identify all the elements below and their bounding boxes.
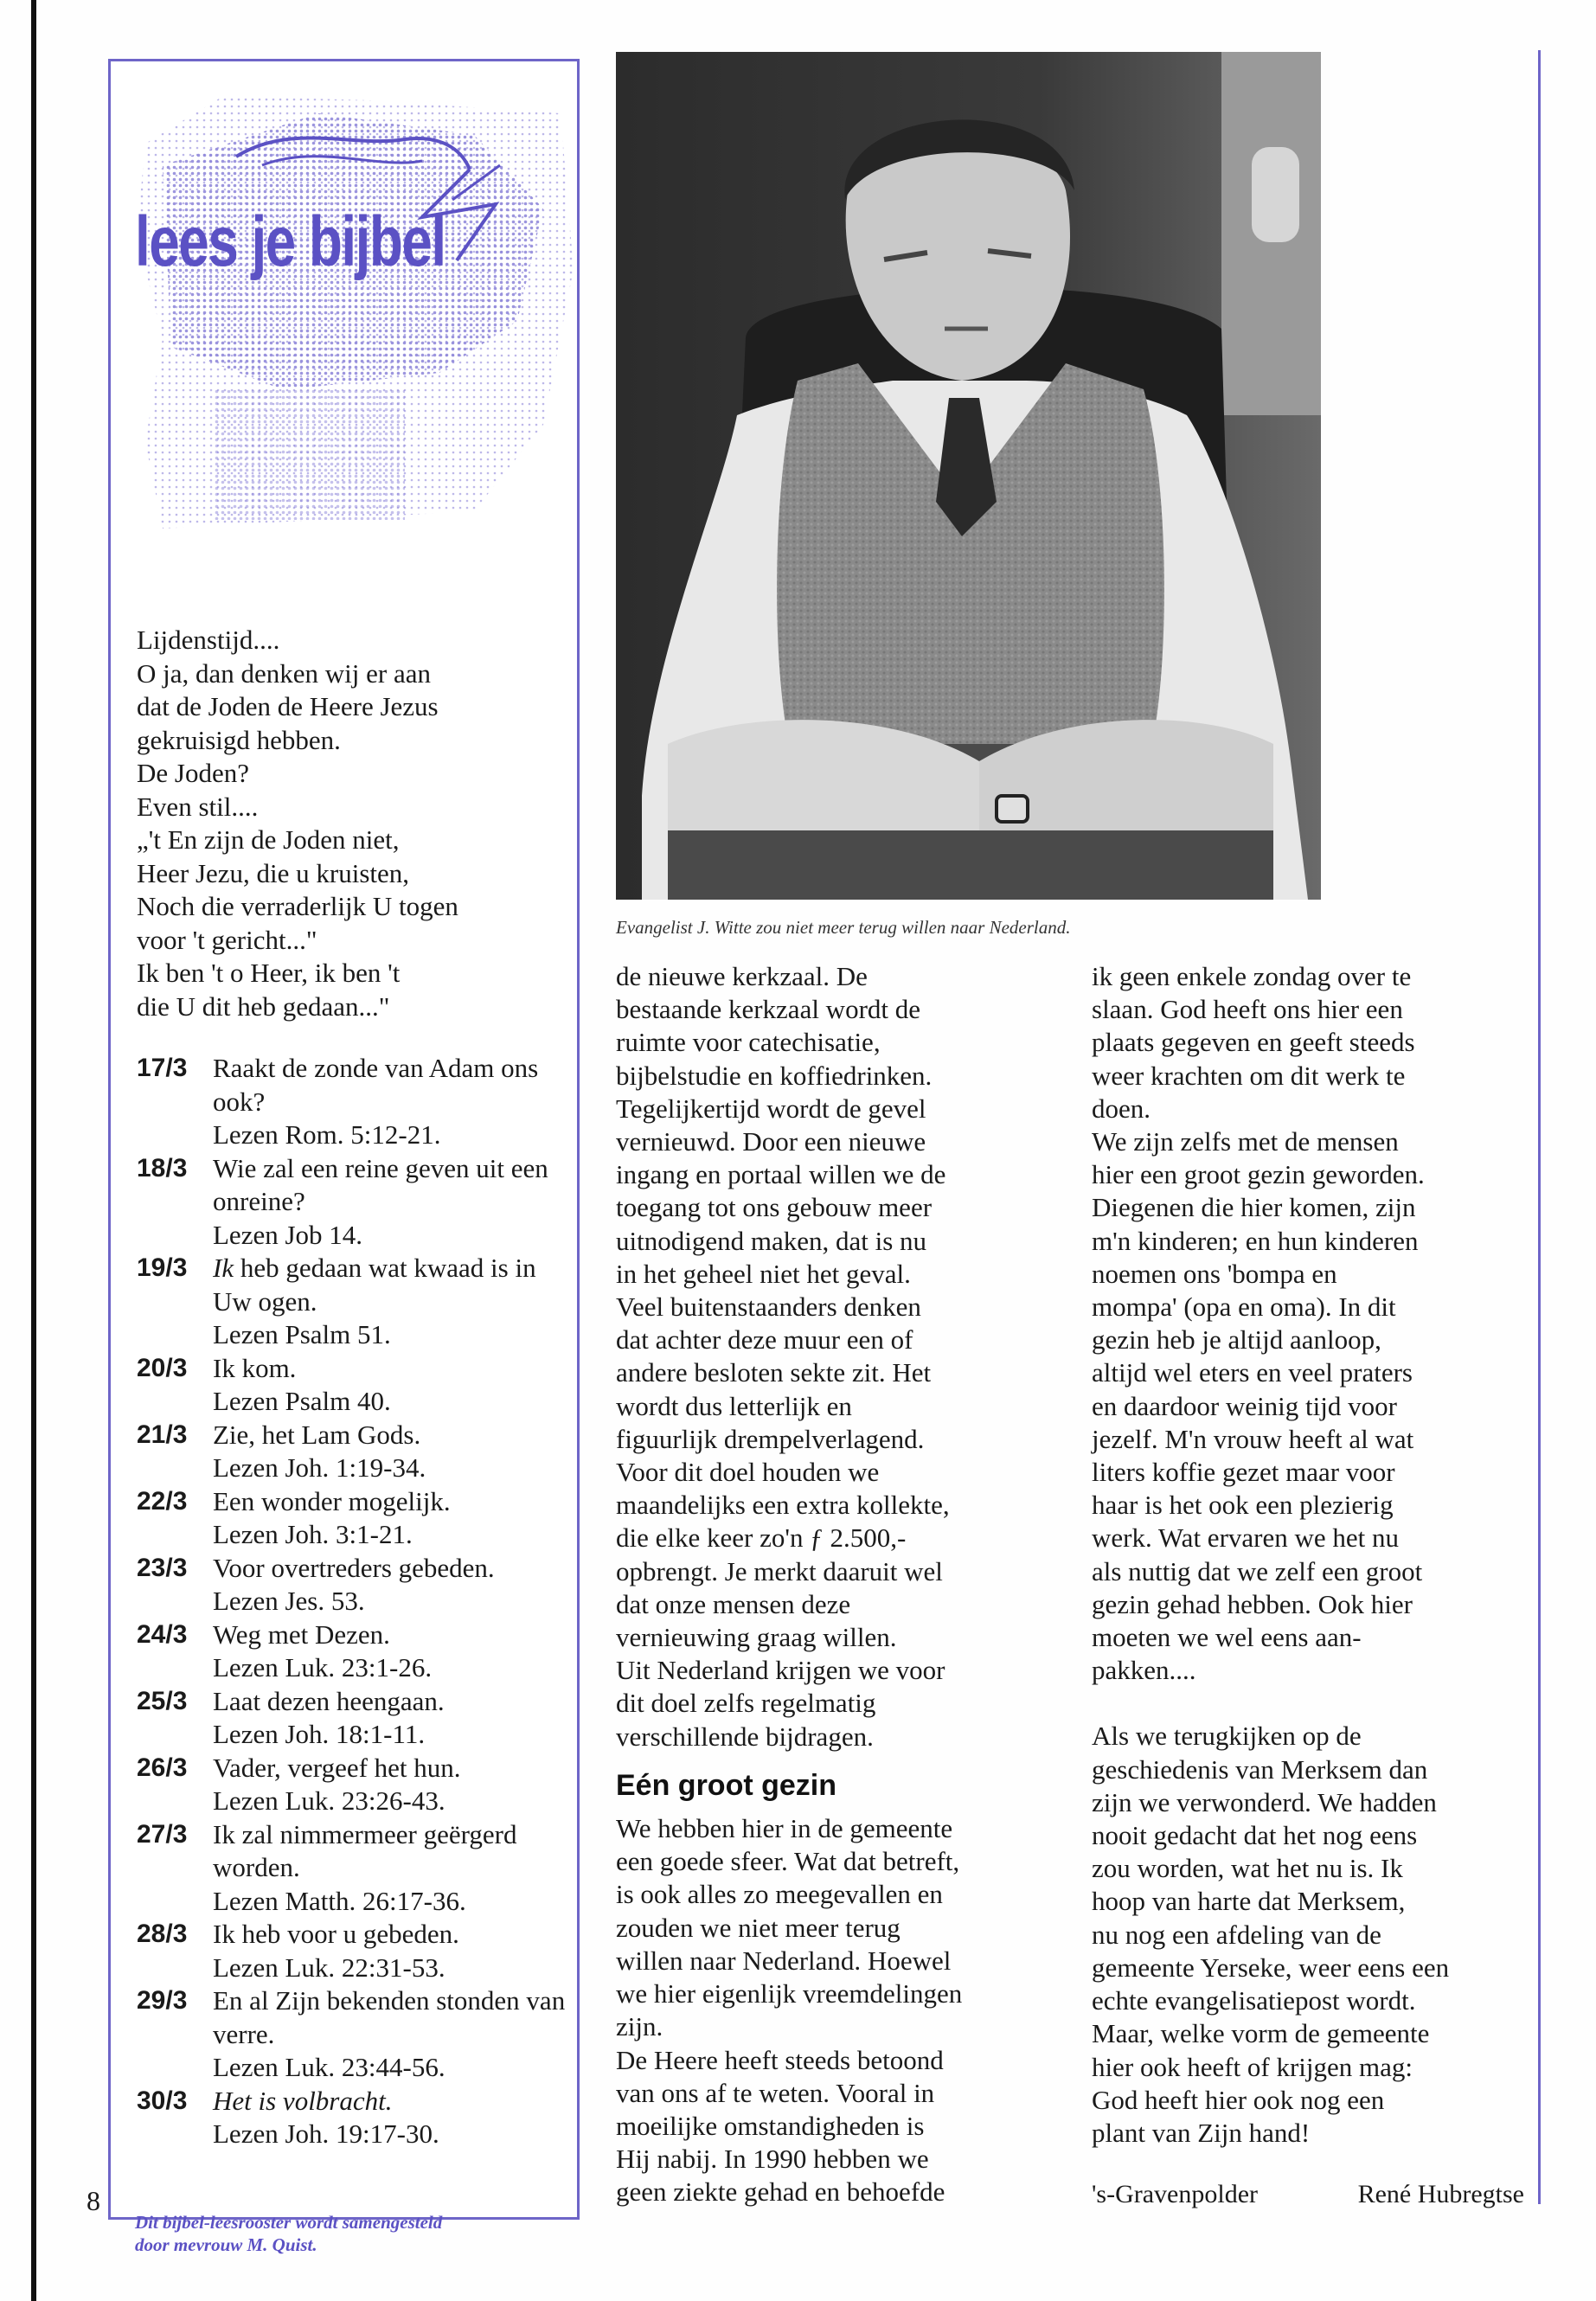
text-line: moeilijke omstandigheden is: [616, 2110, 925, 2141]
reading-title: Ik kom.: [213, 1352, 297, 1383]
reading-item: [137, 1252, 578, 1352]
text-line: zijn.: [616, 2011, 663, 2042]
text-line: die elke keer zo'n ƒ 2.500,-: [616, 1522, 907, 1554]
text-line: Maar, welke vorm de gemeente: [1092, 2018, 1430, 2049]
evangelist-portrait-photo: [616, 52, 1321, 900]
text-line: haar is het ook een plezierig: [1092, 1490, 1394, 1521]
reading-ref: Lezen Luk. 22:31-53.: [213, 1952, 445, 1983]
intro-line: Lijdenstijd....: [137, 625, 280, 655]
text-line: gezin gehad hebben. Ook hier: [1092, 1588, 1413, 1619]
intro-line: „'t En zijn de Joden niet,: [137, 824, 400, 855]
text-line: zijn we verwonderd. We hadden: [1092, 1786, 1437, 1817]
reading-item: [137, 1618, 578, 1685]
text-line: nu nog een afdeling van de: [1092, 1919, 1381, 1950]
intro-line: O ja, dan denken wij er aan: [137, 657, 432, 689]
reading-date: 22/3: [137, 1486, 188, 1516]
credit-line: Dit bijbel-leesrooster wordt samengesteld: [135, 2212, 443, 2233]
text-line: Voor dit doel houden we: [616, 1457, 880, 1488]
reading-title: Vader, vergeef het hun.: [213, 1752, 461, 1783]
text-line: zouden we niet meer terug: [616, 1912, 901, 1943]
text-line: zou worden, wat het nu is. Ik: [1092, 1853, 1403, 1884]
reading-date: 20/3: [137, 1353, 188, 1382]
text-line: m'n kinderen; en hun kinderen: [1092, 1225, 1419, 1256]
text-line: moeten we wel eens aan-: [1092, 1622, 1362, 1653]
text-line: toegang tot ons gebouw meer: [616, 1192, 933, 1223]
reading-item: [137, 1352, 578, 1419]
text-line: Als we terugkijken op de: [1092, 1721, 1362, 1752]
text-line: hier een groot gezin geworden.: [1092, 1159, 1425, 1190]
text-line: andere besloten sekte zit. Het: [616, 1357, 932, 1388]
reading-title-emphasis: Ik: [213, 1253, 234, 1283]
text-line: we hier eigenlijk vreemdelingen: [616, 1978, 963, 2009]
intro-line: De Joden?: [137, 758, 249, 788]
reading-date: 21/3: [137, 1420, 188, 1449]
reading-ref: Lezen Luk. 23:26-43.: [213, 1785, 445, 1816]
reading-title: Weg met Dezen.: [213, 1618, 390, 1650]
banner-title: lees je bijbel: [135, 202, 445, 281]
text-line: liters koffie gezet maar voor: [1092, 1457, 1395, 1488]
reading-schedule: [137, 1052, 578, 2151]
text-line: bijbelstudie en koffiedrinken.: [616, 1060, 933, 1091]
reading-item: [137, 1485, 578, 1552]
text-line: De Heere heeft steeds betoond: [616, 2044, 944, 2075]
reading-ref: Lezen Matth. 26:17-36.: [213, 1885, 466, 1916]
reading-title: [213, 1252, 578, 1318]
section-heading: Eén groot gezin: [616, 1768, 836, 1802]
text-line: geschiedenis van Merksem dan: [1092, 1753, 1428, 1785]
reading-item: [137, 1052, 578, 1152]
credit-line: door mevrouw M. Quist.: [135, 2234, 317, 2255]
intro-line: Even stil....: [137, 791, 259, 822]
article-column-right: [1092, 960, 1524, 2150]
text-line: vernieuwd. Door een nieuwe: [616, 1126, 926, 1157]
intro-line: voor 't gericht...": [137, 924, 317, 955]
reading-item: [137, 2085, 578, 2151]
intro-line: dat de Joden de Heere Jezus: [137, 691, 439, 721]
text-line: opbrengt. Je merkt daaruit wel: [616, 1555, 943, 1586]
text-line: dat onze mensen deze: [616, 1588, 851, 1619]
text-line: maandelijks een extra kollekte,: [616, 1490, 950, 1521]
reading-date: 23/3: [137, 1553, 188, 1582]
reading-ref: Lezen Psalm 40.: [213, 1386, 391, 1416]
bible-reading-sidebar: [108, 59, 580, 2255]
text-line: altijd wel eters en veel praters: [1092, 1357, 1413, 1388]
reading-ref: Lezen Psalm 51.: [213, 1319, 391, 1349]
text-line: dit doel zelfs regelmatig: [616, 1688, 876, 1719]
text-line: We zijn zelfs met de mensen: [1092, 1126, 1399, 1157]
intro-line: Ik ben 't o Heer, ik ben 't: [137, 958, 401, 988]
text-line: verschillende bijdragen.: [616, 1721, 874, 1752]
reading-item: [137, 1552, 578, 1618]
reading-ref: Lezen Job 14.: [213, 1219, 363, 1250]
text-line: gemeente Yerseke, weer eens een: [1092, 1952, 1450, 1983]
reading-title: [213, 2085, 578, 2118]
text-line: dat achter deze muur een of: [616, 1324, 913, 1356]
page-number: 8: [87, 2185, 100, 2216]
text-line: jezelf. M'n vrouw heeft al wat: [1092, 1423, 1414, 1454]
reading-item: [137, 1685, 578, 1752]
reading-ref: Lezen Joh. 18:1-11.: [213, 1719, 426, 1749]
text-line: vernieuwing graag willen.: [616, 1622, 897, 1653]
signature-author: René Hubregtse: [1357, 2180, 1524, 2208]
reading-ref: Lezen Luk. 23:44-56.: [213, 2052, 445, 2082]
text-line: geen ziekte gehad en behoefde: [616, 2176, 945, 2208]
text-line: We hebben hier in de gemeente: [616, 1813, 953, 1844]
text-line: als nuttig dat we zelf een groot: [1092, 1555, 1423, 1586]
text-line: doen.: [1092, 1093, 1151, 1124]
text-line: wordt dus letterlijk en: [616, 1390, 852, 1421]
text-line: willen naar Nederland. Hoewel: [616, 1945, 952, 1976]
text-line: echte evangelisatiepost wordt.: [1092, 1985, 1416, 2016]
reading-date: 30/3: [137, 2086, 188, 2115]
reading-title: Raakt de zonde van Adam ons ook?: [213, 1053, 539, 1117]
reading-date: 29/3: [137, 1986, 188, 2015]
text-line: gezin heb je altijd aanloop,: [1092, 1324, 1381, 1356]
halftone-bible-illustration: [111, 61, 577, 529]
text-line: in het geheel niet het geval.: [616, 1258, 911, 1289]
reading-ref: Lezen Rom. 5:12-21.: [213, 1119, 441, 1150]
reading-title: Zie, het Lam Gods.: [213, 1419, 421, 1450]
reading-ref: Lezen Joh. 1:19-34.: [213, 1452, 426, 1483]
reading-ref: Lezen Joh. 19:17-30.: [213, 2118, 439, 2149]
reading-ref: Lezen Jes. 53.: [213, 1586, 365, 1616]
text-line: ingang en portaal willen we de: [616, 1159, 946, 1190]
intro-line: die U dit heb gedaan...": [137, 990, 390, 1022]
text-line: Uit Nederland krijgen we voor: [616, 1655, 945, 1686]
page-edge-left: [31, 0, 36, 2301]
reading-item: [137, 1918, 578, 1984]
reading-date: 28/3: [137, 1920, 188, 1948]
schedule-credit: [135, 2211, 567, 2256]
text-line: Diegenen die hier komen, zijn: [1092, 1192, 1416, 1223]
intro-line: Heer Jezu, die u kruisten,: [137, 857, 410, 888]
text-line: en daardoor weinig tijd voor: [1092, 1390, 1397, 1421]
text-line: slaan. God heeft ons hier een: [1092, 994, 1403, 1025]
text-line: ruimte voor catechisatie,: [616, 1027, 881, 1058]
text-line: ik geen enkele zondag over te: [1092, 961, 1412, 991]
reading-item: [137, 1752, 578, 1818]
reading-title: Laat dezen heengaan.: [213, 1685, 445, 1716]
text-line: plaats gegeven en geeft steeds: [1092, 1027, 1415, 1058]
reading-date: 18/3: [137, 1153, 188, 1183]
intro-poem: [137, 624, 569, 1023]
text-line: pakken....: [1092, 1655, 1196, 1686]
text-line: plant van Zijn hand!: [1092, 2117, 1311, 2148]
text-line: noemen ons 'bompa en: [1092, 1258, 1337, 1289]
reading-ref: Lezen Luk. 23:1-26.: [213, 1652, 433, 1682]
reading-item: [137, 1818, 578, 1919]
reading-date: 27/3: [137, 1819, 188, 1849]
text-line: Veel buitenstaanders denken: [616, 1292, 921, 1323]
text-line: is ook alles zo meegevallen en: [616, 1879, 943, 1910]
reading-date: 26/3: [137, 1753, 188, 1782]
reading-title: Ik zal nimmermeer geërgerd worden.: [213, 1818, 517, 1882]
paragraph-gap: [1092, 1687, 1524, 1720]
reading-title-rest: heb gedaan wat kwaad is in Uw ogen.: [213, 1253, 536, 1317]
text-line: nooit gedacht dat het nog eens: [1092, 1820, 1418, 1851]
reading-date: 17/3: [137, 1054, 188, 1082]
photo-caption: Evangelist J. Witte zou niet meer terug willen naar Nederland.: [616, 917, 1071, 938]
banner: [111, 61, 577, 529]
text-line: God heeft hier ook nog een: [1092, 2084, 1385, 2115]
reading-date: 24/3: [137, 1619, 188, 1649]
reading-date: 19/3: [137, 1253, 188, 1282]
reading-title: Een wonder mogelijk.: [213, 1485, 451, 1516]
text-line: Hij nabij. In 1990 hebben we: [616, 2144, 929, 2175]
reading-title-italic: Het is volbracht.: [213, 2085, 393, 2116]
text-line: weer krachten om dit werk te: [1092, 1060, 1406, 1091]
signature-place: 's-Gravenpolder: [1092, 2180, 1258, 2208]
intro-line: gekruisigd hebben.: [137, 724, 341, 755]
text-line: werk. Wat ervaren we het nu: [1092, 1522, 1400, 1554]
text-line: bestaande kerkzaal wordt de: [616, 994, 921, 1025]
text-line: de nieuwe kerkzaal. De: [616, 961, 868, 991]
article-column-middle: [616, 960, 1048, 2209]
reading-title: Wie zal een reine geven uit een onreine?: [213, 1152, 548, 1216]
reading-item: [137, 1152, 578, 1253]
reading-title: Voor overtreders gebeden.: [213, 1552, 495, 1583]
reading-ref: Lezen Joh. 3:1-21.: [213, 1519, 413, 1549]
text-line: hoop van harte dat Merksem,: [1092, 1886, 1406, 1917]
text-line: hier ook heeft of krijgen mag:: [1092, 2051, 1413, 2082]
reading-item: [137, 1419, 578, 1485]
text-line: mompa' (opa en oma). In dit: [1092, 1292, 1396, 1323]
reading-date: 25/3: [137, 1686, 188, 1715]
text-line: Tegelijkertijd wordt de gevel: [616, 1093, 926, 1124]
text-line: van ons af te weten. Vooral in: [616, 2077, 935, 2108]
intro-line: Noch die verraderlijk U togen: [137, 891, 458, 921]
reading-title: Ik heb voor u gebeden.: [213, 1919, 459, 1949]
page-edge-right: [1538, 50, 1541, 2204]
text-line: een goede sfeer. Wat dat betreft,: [616, 1846, 960, 1877]
text-line: figuurlijk drempelverlagend.: [616, 1423, 925, 1454]
text-line: uitnodigend maken, dat is nu: [616, 1225, 927, 1256]
reading-item: [137, 1984, 578, 2085]
reading-title: En al Zijn bekenden stonden van verre.: [213, 1985, 566, 2049]
